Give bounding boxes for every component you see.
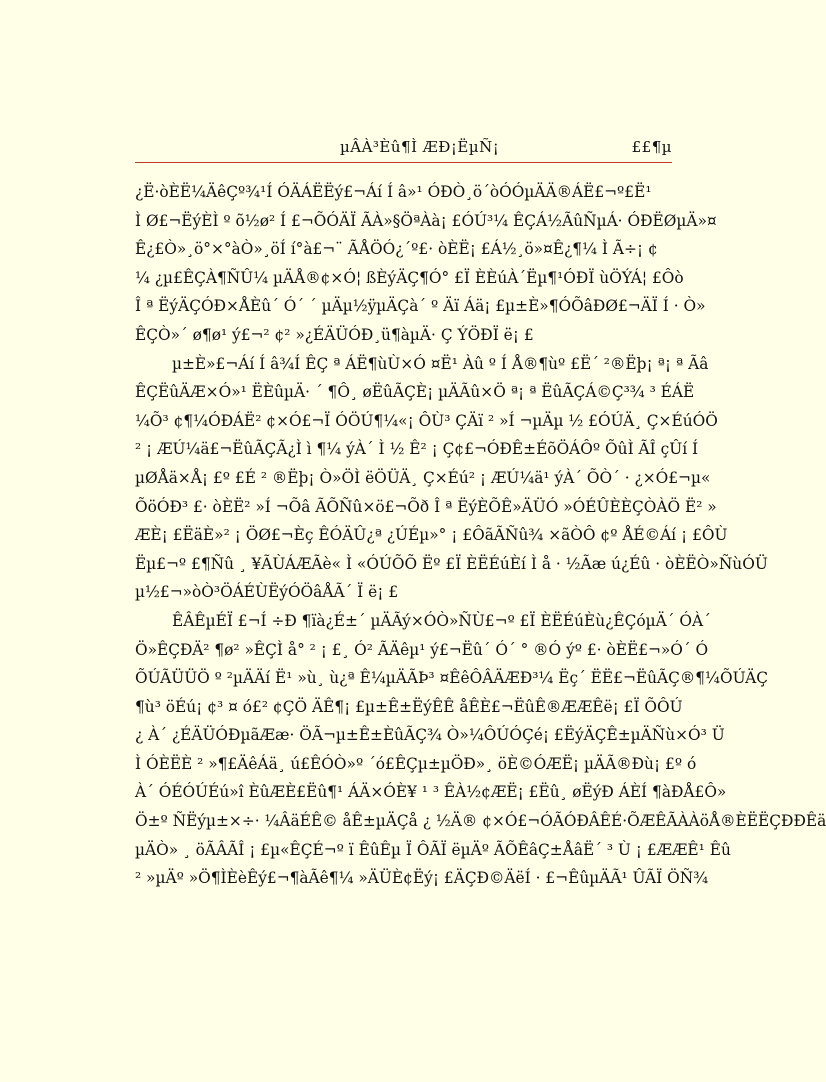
text-line: µÄÒ» ¸ öÃÂÃÎ ¡ £µ«ÊÇÉ¬º ï ÊûÊµ Ï ÔÃÏ ëµÄº ÃÕÊâÇ±ÅâË´ ³ Ù ¡ £ÆÆÊ¹ Êû — [135, 840, 731, 859]
text-line: µ±È»£¬Áí Í â¾Í ÊÇ ª ÁË¶ùÙ×Ó ¤Ë¹ Àû º Í Å®¶ùº £Ë´ ²®Ëþ¡ ª¡ ª Ãâ — [172, 354, 709, 373]
text-line: ÊÇËûÄÆ×Ó»¹ ËÈûµÄ· ´ ¶Ô¸ øËûÃÇÈ¡ µÄÃû×Ö ª¡ ª ËûÃÇÁ©Ç³¾ ³ ÉÁË — [135, 383, 695, 402]
text-line: ÕÚÃÜÜÖ º ²µÄÄí Ë¹ »ù¸ ù¿ª Ê¼µÄÃÞ³ ¤ÊêÔÂÄÆÐ³¼ Ëç´ ËË£¬ËûÃÇ®¶¼ÕÚÄÇ — [135, 669, 768, 688]
text-line: ² »µÄº »Ö¶ÌÈèÊý£¬¶àÃê¶¼ »ÄÜÈ¢Ëý¡ £ÄÇÐ©ÄëÍ · £¬ÊûµÄÃ¹ ÛÃÏ ÖÑ¾ — [135, 869, 709, 888]
running-title: µÂÀ³Èû¶Ì ÆÐ¡ËµÑ¡ — [340, 138, 500, 156]
page-header — [135, 134, 672, 163]
text-line: µ½£¬»òÒ³ÖÁÉÙËýÓÖâÅÃ´ Ï ë¡ £ — [135, 583, 399, 602]
text-line: Î ª ËýÄÇÓÐ×ÅÈû´ Ó´ ´ µÄµ½ÿµÄÇà´ º Äï Áä¡ £µ±È»¶ÓÕâÐØ£¬ÄÏ Í · Ò» — [135, 297, 706, 316]
text-line: ¼ ¿µ£ÊÇÀ¶ÑÛ¼ µÄÅ®¢×Ó¦ ßÈýÄÇ¶Ó° £Ï ÈÈúÀ´Ëµ¶¹ÓÐÏ ùÖÝÁ¦ £Ôò — [135, 268, 684, 287]
text-line: ÆÈ¡ £ËäÈ»² ¡ ÖØ£¬Èç ÊÓÄÛ¿ª ¿ÚÉµ»° ¡ £ÔãÃÑû¾ ×ãÒÔ ¢º ÅÉ©Áí ¡ £ÔÙ — [135, 526, 728, 545]
text-line: À´ ÓÉÓÚÉú»î ÈûÆÈ£Ëû¶¹ ÁÄ×ÓÈ¥ ¹ ³ ÊÀ½¢ÆË¡ £Ëû¸ øËýÐ ÁÈÍ ¶àÐÅ£Ô» — [135, 783, 727, 802]
text-line: ¼Õ³ ¢¶¼ÓÐÁË² ¢×Ó£¬Ï ÓÖÚ¶¼«¡ ÔÙ³ ÇÄï ² »Í ¬µÄµ ½ £ÓÚÄ¸ Ç×ÉúÓÖ — [135, 411, 718, 430]
text-line: Ê¿£Ò»¸ö°×°àÒ»¸öÍ í°à£¬¨ ÃÅÖÓ¿´º£· òÈË¡ £Á½¸ö»¤Ê¿¶¼ Ì Ã÷¡ ¢ — [135, 240, 658, 259]
body-text — [135, 178, 826, 893]
text-line: ¿Ë·òÈË¼ÄêÇº¾¹Í ÓÄÁËËý£¬Áí Í â»¹ ÓÐÒ¸ö´òÓÓµÄÄ®ÁË£¬º£Ë¹ — [135, 183, 652, 201]
text-line: Ëµ£¬º £¶Ñû ¸ ¥ÃÙÁÆÃè« Ì «ÓÚÕÕ Ëº £Ï ÈËÉúÈí Ì å · ½Ãæ ú¿Éû · òÈËÒ»ÑùÓÜ — [135, 554, 768, 573]
text-line: ² ¡ ÆÚ¼ä£¬ËûÃÇÃ¿Ì ì ¶¼ ýÀ´ Ì ½ Ê² ¡ Ç¢£¬ÓÐÊ±ÉõÖÁÔº ÕûÌ ÃÎ çÛí Í — [135, 440, 699, 459]
text-line: ÊÂÊµÉÏ £¬Í ÷Ð ¶ïà¿É±´ µÄÃý×ÓÒ»ÑÙ£¬º £Ï ÈËÉúÈù¿ÊÇóµÄ´ ÓÀ´ — [172, 611, 711, 630]
text-line: ¿ À´ ¿ÉÄÜÓÐµãÆæ· ÖÃ¬µ±Ê±ÈûÃÇ¾ Ò»¼ÔÚÓÇé¡ £ËýÄÇÊ±µÄÑù×Ó³ Ü — [135, 726, 725, 745]
paragraph — [135, 607, 826, 893]
text-line: µØÅä×Å¡ £º £É ² ®Ëþ¡ Ò»ÖÌ ëÖÜÄ¸ Ç×Éú² ¡ ÆÚ¼ä¹ ýÀ´ ÕÒ´ · ¿×Ó£¬µ« — [135, 468, 711, 487]
text-line: Ö»ÊÇÐÄ² ¶ø² »ÊÇÌ å° ² ¡ £¸ Ó² ÃÄêµ¹ ý£¬Ëû´ Ó´ ° ®Ó ýº £· òÈË£¬»Ó´ Ó — [135, 640, 709, 659]
text-line: ÊÇÒ»´ ø¶ø¹ ý£¬² ¢² »¿ÉÄÜÓÐ¸ü¶àµÄ· Ç ÝÖÐÏ ë¡ £ — [135, 325, 534, 344]
text-line: ÕöÓÐ³ £· òÈË² »Í ¬Õâ ÃÕÑû×ö£¬Õð Î ª ËýÈÕÊ»ÄÜÓ »ÓÉÛÈÈÇÒÀÖ Ë² » — [135, 497, 717, 516]
paragraph — [135, 350, 768, 607]
paragraph — [135, 178, 717, 350]
text-line: Ì ÓÈËÈ ² »¶£ÄêÁä¸ ú£ÊÓÒ»º ´ó£ÊÇµ±µÖÐ»¸ öÈ©ÓÆË¡ µÄÃ®Ðù¡ £º ó — [135, 754, 697, 773]
text-line: Ö±º ÑËýµ±×÷· ¼ÂäÉÊ© åÊ±µÄÇå ¿ ½Ä® ¢×Ó£¬ÓÃÓÐÂÊÉ·ÕÆÊÃÀÀöÅ®ÈËËÇÐÐÊä — [135, 812, 826, 831]
text-line: ¶ù³ öÉú¡ ¢³ ¤ ó£² ¢ÇÖ ÄÊ¶¡ £µ±Ê±ËýÊÊ åÊÈ£¬ËûÊ®ÆÆÊë¡ £Ï ÕÔÚ — [135, 697, 683, 716]
page-number: ££¶µ — [631, 138, 672, 156]
text-line: Ì Ø£¬ËýÈÌ º õ½ø² Í £¬ÕÓÄÏ ÃÀ»§ÖªÀà¡ £ÓÚ³¼ ÊÇÁ½ÃûÑµÁ· ÓÐËØµÄ»¤ — [135, 211, 717, 230]
